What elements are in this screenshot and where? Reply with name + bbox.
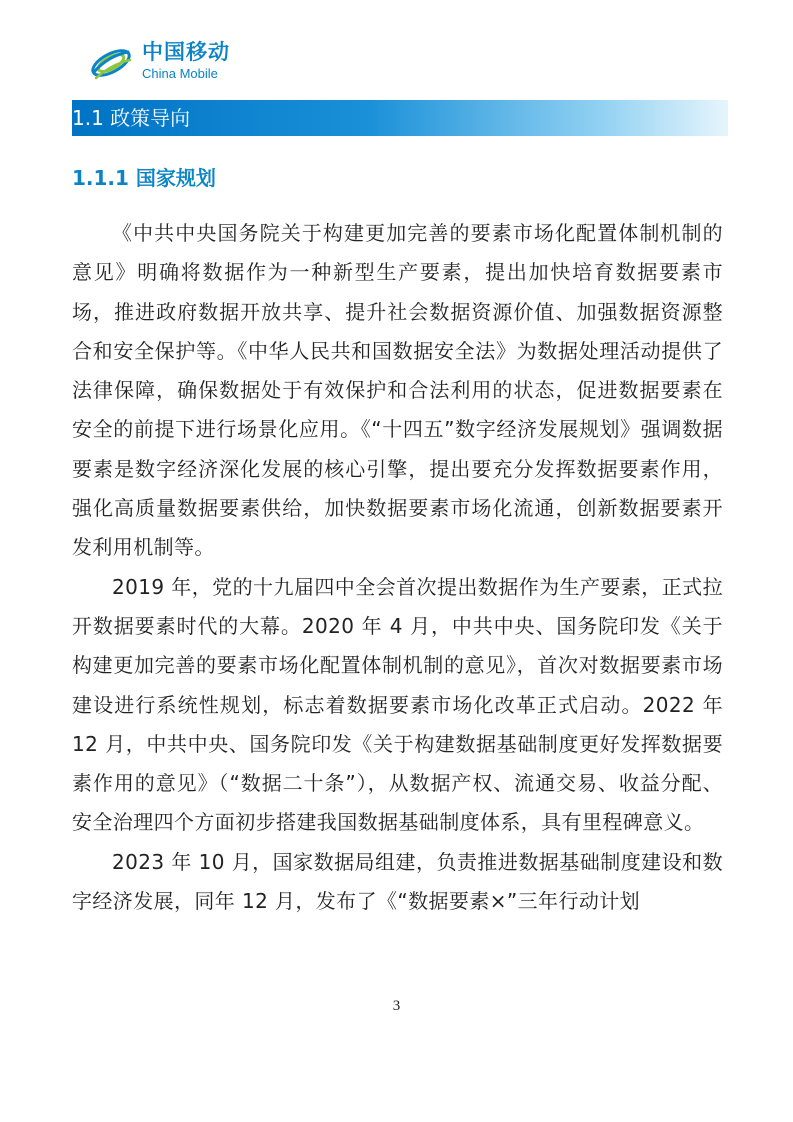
body-content (72, 214, 723, 921)
page-number: 3 (392, 998, 401, 1014)
logo-english-text: China Mobile (142, 66, 218, 81)
paragraph-1: 《中共中央国务院关于构建更加完善的要素市场化配置体制机制的意见》明确将数据作为一种新型生产要素，提出加快培育数据要素市场，推进政府数据开放共享、提升社会数据资源价值、加强数据资源整合和安全保护等。《中华人民共和国数据安全法》为数据处理活动提供了法律保障，确保数据处于有效保护和合法利用的状态，促进数据要素在安全的前提下进行场景化应用。《“十四五”数字经济发展规划》强调数据要素是数字经济深化发展的核心引擎，提出要充分发挥数据要素作用，强化高质量数据要素供给，加快数据要素市场化流通，创新数据要素开发利用机制等。 (72, 221, 723, 560)
paragraph-3: 2023 年 10 月，国家数据局组建，负责推进数据基础制度建设和数字经济发展，同年 12 月，发布了《“数据要素×”三年行动计划 (72, 849, 723, 914)
subsection-title: 1.1.1 国家规划 (72, 166, 216, 190)
china-mobile-logo (88, 38, 288, 88)
logo-chinese-text: 中国移动 (142, 40, 230, 64)
china-mobile-logo-icon (88, 42, 134, 84)
paragraph-2: 2019 年，党的十九届四中全会首次提出数据作为生产要素，正式拉开数据要素时代的大幕。2020 年 4 月，中共中央、国务院印发《关于构建更加完善的要素市场化配置体制机制的意见》，首次对数据要素市场建设进行系统性规划，标志着数据要素市场化改革正式启动。2022 年 12 月，中共中央、国务院印发《关于构建数据基础制度更好发挥数据要素作用的意见》（“数据二十条”），从数据产权、流通交易、收益分配、安全治理四个方面初步搭建我国数据基础制度体系，具有里程碑意义。 (72, 574, 723, 835)
section-heading-bar (72, 100, 728, 136)
section-title: 1.1 政策导向 (72, 106, 191, 130)
